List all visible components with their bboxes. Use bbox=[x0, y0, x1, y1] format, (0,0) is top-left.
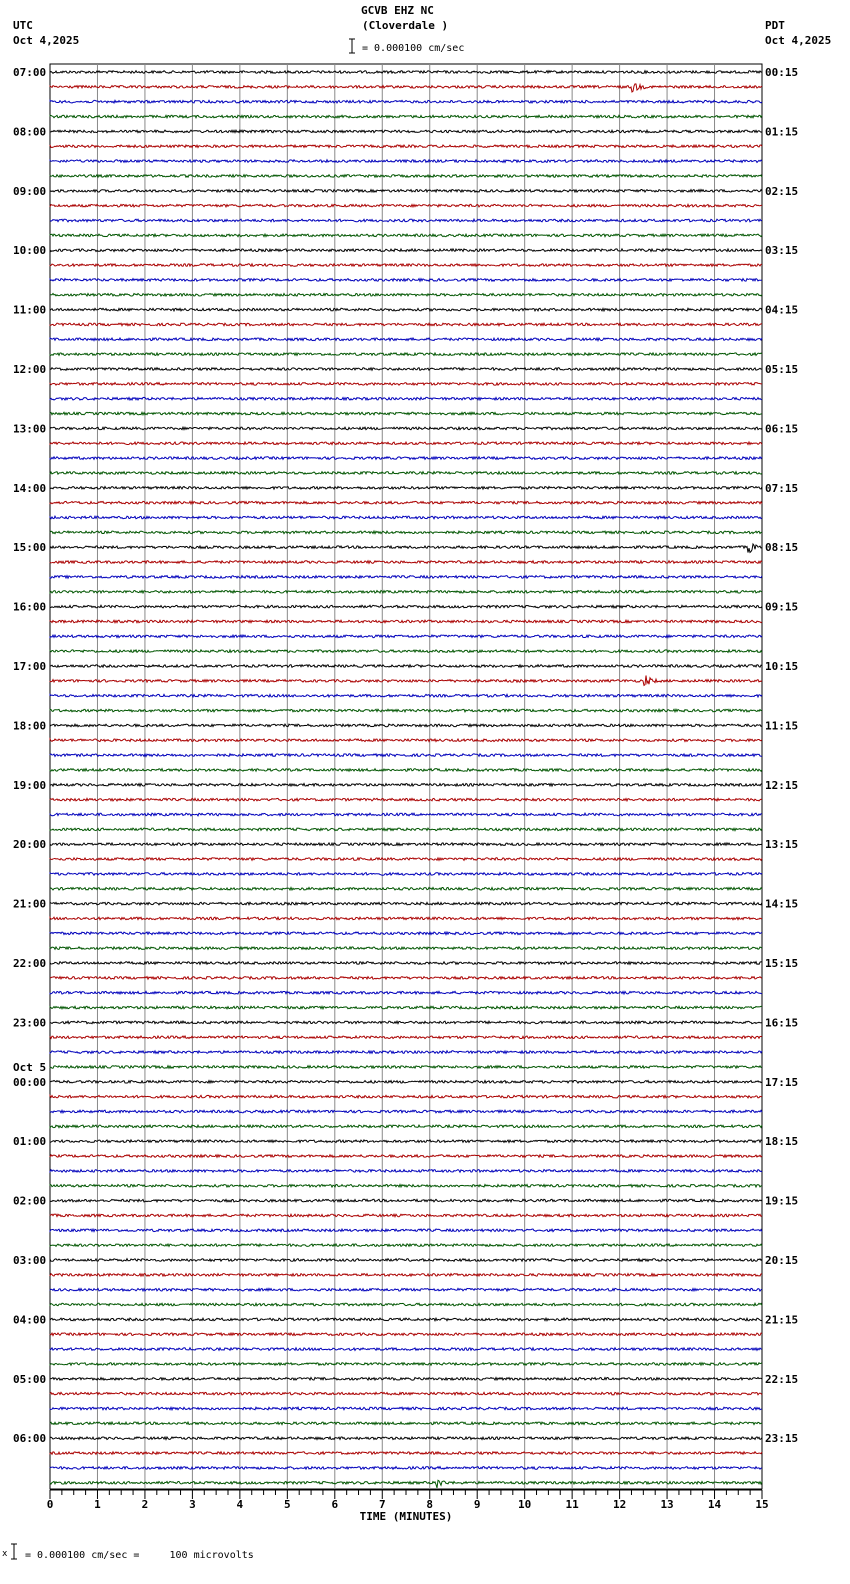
seismic-trace bbox=[50, 576, 762, 579]
seismic-trace bbox=[50, 219, 762, 222]
utc-hour-label: 07:00 bbox=[13, 66, 47, 79]
seismic-trace bbox=[50, 1155, 762, 1158]
utc-hour-label: 21:00 bbox=[13, 897, 47, 911]
left-date: Oct 4,2025 bbox=[13, 34, 80, 47]
utc-hour-label: 11:00 bbox=[13, 303, 47, 317]
pdt-hour-label: 17:15 bbox=[765, 1075, 799, 1089]
utc-hour-label: 17:00 bbox=[13, 660, 47, 673]
seismic-trace bbox=[50, 709, 762, 712]
utc-hour-label: 13:00 bbox=[13, 422, 47, 436]
seismic-trace bbox=[50, 1392, 762, 1395]
utc-hour-label: 01:00 bbox=[13, 1135, 47, 1149]
seismic-trace bbox=[50, 1125, 762, 1128]
seismic-trace bbox=[50, 1452, 762, 1455]
pdt-hour-label: 15:15 bbox=[765, 957, 799, 970]
seismic-trace bbox=[50, 591, 762, 594]
utc-hour-label: 02:00 bbox=[13, 1194, 47, 1208]
station-location: (Cloverdale ) bbox=[362, 19, 449, 32]
utc-hour-label: 20:00 bbox=[13, 838, 47, 852]
seismic-trace bbox=[50, 620, 762, 623]
x-tick-label: 14 bbox=[707, 1498, 722, 1511]
seismic-trace bbox=[50, 294, 762, 297]
seismic-trace bbox=[50, 130, 762, 133]
seismic-trace bbox=[50, 1006, 762, 1009]
seismic-trace bbox=[50, 1244, 762, 1247]
seismic-trace bbox=[50, 1185, 762, 1188]
utc-hour-label: 00:00 bbox=[13, 1075, 47, 1089]
utc-hour-label: 16:00 bbox=[13, 600, 47, 614]
utc-hour-label: 22:00 bbox=[13, 957, 47, 970]
seismic-trace bbox=[50, 902, 762, 905]
seismic-trace bbox=[50, 1467, 762, 1470]
seismic-trace bbox=[50, 368, 762, 371]
seismic-trace bbox=[50, 932, 762, 935]
x-tick-label: 9 bbox=[473, 1498, 481, 1511]
seismic-trace bbox=[50, 353, 762, 356]
right-date: Oct 4,2025 bbox=[765, 34, 832, 47]
pdt-hour-label: 10:15 bbox=[765, 660, 799, 673]
seismic-trace bbox=[50, 561, 762, 564]
x-axis-label: TIME (MINUTES) bbox=[359, 1510, 453, 1523]
seismic-trace bbox=[50, 71, 762, 74]
seismic-trace bbox=[50, 145, 762, 148]
seismic-trace bbox=[50, 323, 762, 326]
x-tick-label: 3 bbox=[189, 1498, 196, 1511]
seismic-trace bbox=[50, 1110, 762, 1113]
pdt-hour-label: 12:15 bbox=[765, 778, 799, 792]
x-tick-label: 5 bbox=[284, 1498, 291, 1511]
seismic-trace bbox=[50, 1051, 762, 1054]
seismic-trace bbox=[50, 1214, 762, 1217]
pdt-hour-label: 18:15 bbox=[765, 1135, 799, 1149]
seismic-trace bbox=[50, 828, 762, 831]
seismic-trace bbox=[50, 1422, 762, 1425]
pdt-hour-label: 06:15 bbox=[765, 422, 799, 436]
seismic-trace bbox=[50, 1378, 762, 1381]
seismic-trace bbox=[50, 501, 762, 504]
seismic-trace bbox=[50, 739, 762, 742]
pdt-hour-label: 07:15 bbox=[765, 481, 799, 495]
left-timezone: UTC bbox=[13, 19, 33, 32]
x-tick-label: 12 bbox=[612, 1498, 627, 1511]
pdt-hour-label: 08:15 bbox=[765, 541, 799, 555]
utc-hour-label: 10:00 bbox=[13, 244, 47, 258]
utc-hour-label: 14:00 bbox=[13, 481, 47, 495]
seismic-trace bbox=[50, 472, 762, 475]
x-tick-label: 4 bbox=[236, 1498, 244, 1511]
x-tick-label: 15 bbox=[755, 1498, 769, 1511]
seismic-trace bbox=[50, 1274, 762, 1277]
seismic-trace bbox=[50, 1140, 762, 1143]
utc-hour-label: 23:00 bbox=[13, 1016, 47, 1030]
x-tick-label: 1 bbox=[94, 1498, 101, 1511]
pdt-hour-label: 22:15 bbox=[765, 1372, 799, 1386]
seismic-trace bbox=[50, 1259, 762, 1262]
seismic-trace bbox=[50, 605, 762, 608]
seismic-trace bbox=[50, 813, 762, 816]
seismic-trace bbox=[50, 1480, 762, 1488]
seismic-trace bbox=[50, 676, 762, 686]
seismic-trace bbox=[50, 784, 762, 787]
seismic-trace bbox=[50, 1288, 762, 1291]
pdt-hour-label: 03:15 bbox=[765, 244, 799, 258]
pdt-hour-label: 19:15 bbox=[765, 1194, 799, 1208]
seismic-trace bbox=[50, 1407, 762, 1410]
pdt-hour-label: 21:15 bbox=[765, 1313, 799, 1327]
utc-hour-label: 15:00 bbox=[13, 541, 47, 555]
seismic-trace bbox=[50, 1021, 762, 1024]
seismic-trace bbox=[50, 1437, 762, 1440]
seismic-trace bbox=[50, 1333, 762, 1336]
seismic-trace bbox=[50, 962, 762, 965]
seismic-trace bbox=[50, 544, 762, 553]
seismic-trace bbox=[50, 650, 762, 653]
seismic-trace bbox=[50, 917, 762, 920]
pdt-hour-label: 04:15 bbox=[765, 303, 799, 317]
scale-label: = 0.000100 cm/sec bbox=[362, 43, 465, 54]
date-change-label: Oct 5 bbox=[13, 1060, 47, 1074]
pdt-hour-label: 00:15 bbox=[765, 66, 799, 79]
seismic-trace bbox=[50, 665, 762, 668]
x-tick-label: 7 bbox=[378, 1498, 386, 1511]
pdt-hour-label: 09:15 bbox=[765, 600, 799, 614]
seismic-trace bbox=[50, 1303, 762, 1306]
pdt-hour-label: 16:15 bbox=[765, 1016, 799, 1030]
utc-hour-label: 04:00 bbox=[13, 1313, 47, 1327]
seismic-trace bbox=[50, 724, 762, 727]
seismic-trace bbox=[50, 84, 762, 92]
seismic-trace bbox=[50, 991, 762, 994]
x-tick-label: 10 bbox=[518, 1498, 532, 1511]
pdt-hour-label: 01:15 bbox=[765, 125, 799, 139]
seismic-trace bbox=[50, 769, 762, 772]
seismic-trace bbox=[50, 1348, 762, 1351]
seismic-trace bbox=[50, 487, 762, 490]
seismic-trace bbox=[50, 279, 762, 282]
pdt-hour-label: 02:15 bbox=[765, 184, 799, 198]
pdt-hour-label: 23:15 bbox=[765, 1432, 799, 1446]
utc-hour-label: 18:00 bbox=[13, 719, 47, 733]
seismic-trace bbox=[50, 264, 762, 267]
station-title: GCVB EHZ NC bbox=[361, 4, 434, 17]
utc-hour-label: 03:00 bbox=[13, 1254, 47, 1267]
utc-hour-label: 05:00 bbox=[13, 1372, 47, 1386]
seismic-trace bbox=[50, 204, 762, 207]
seismic-trace bbox=[50, 457, 762, 460]
seismic-trace bbox=[50, 1036, 762, 1039]
pdt-hour-label: 13:15 bbox=[765, 838, 799, 852]
seismic-trace bbox=[50, 397, 762, 400]
x-tick-label: 6 bbox=[331, 1498, 339, 1511]
seismic-trace bbox=[50, 427, 762, 430]
seismic-trace bbox=[50, 947, 762, 950]
x-tick-label: 0 bbox=[46, 1498, 54, 1511]
seismic-trace bbox=[50, 977, 762, 980]
seismic-trace bbox=[50, 175, 762, 178]
seismic-trace bbox=[50, 338, 762, 341]
seismic-trace bbox=[50, 1081, 762, 1084]
seismic-trace bbox=[50, 1318, 762, 1321]
seismic-trace bbox=[50, 843, 762, 846]
seismic-trace bbox=[50, 798, 762, 801]
seismic-trace bbox=[50, 531, 762, 534]
seismic-trace bbox=[50, 190, 762, 193]
seismic-trace bbox=[50, 1066, 762, 1069]
seismic-trace bbox=[50, 160, 762, 163]
x-tick-label: 2 bbox=[141, 1498, 149, 1511]
seismic-trace bbox=[50, 100, 762, 103]
utc-hour-label: 06:00 bbox=[13, 1432, 47, 1446]
utc-hour-label: 19:00 bbox=[13, 778, 47, 792]
pdt-hour-label: 05:15 bbox=[765, 363, 799, 376]
utc-hour-label: 09:00 bbox=[13, 184, 47, 198]
footer-scale-label: = 0.000100 cm/sec = 100 microvolts bbox=[25, 1550, 254, 1561]
seismic-trace bbox=[50, 234, 762, 237]
seismic-trace bbox=[50, 888, 762, 891]
pdt-hour-label: 11:15 bbox=[765, 719, 799, 733]
seismic-trace bbox=[50, 1095, 762, 1098]
utc-hour-label: 08:00 bbox=[13, 125, 47, 139]
footer-mark: x bbox=[2, 1549, 8, 1559]
seismic-trace bbox=[50, 115, 762, 118]
seismic-trace bbox=[50, 754, 762, 757]
seismic-trace bbox=[50, 1229, 762, 1232]
footer-scale-bar-icon bbox=[10, 1543, 18, 1561]
seismic-trace bbox=[50, 1170, 762, 1173]
seismic-trace bbox=[50, 249, 762, 252]
seismic-trace bbox=[50, 412, 762, 415]
x-tick-label: 11 bbox=[565, 1498, 579, 1511]
seismic-trace bbox=[50, 694, 762, 697]
seismic-trace bbox=[50, 1363, 762, 1366]
utc-hour-label: 12:00 bbox=[13, 363, 47, 376]
pdt-hour-label: 14:15 bbox=[765, 897, 799, 911]
pdt-hour-label: 20:15 bbox=[765, 1254, 799, 1267]
seismic-trace bbox=[50, 873, 762, 876]
seismic-trace bbox=[50, 858, 762, 861]
seismic-trace bbox=[50, 516, 762, 519]
seismic-trace bbox=[50, 442, 762, 445]
right-timezone: PDT bbox=[765, 19, 785, 32]
seismic-trace bbox=[50, 308, 762, 311]
seismic-trace bbox=[50, 383, 762, 386]
seismic-trace bbox=[50, 635, 762, 638]
seismic-trace bbox=[50, 1199, 762, 1202]
x-tick-label: 13 bbox=[660, 1498, 674, 1511]
x-tick-label: 8 bbox=[426, 1498, 434, 1511]
